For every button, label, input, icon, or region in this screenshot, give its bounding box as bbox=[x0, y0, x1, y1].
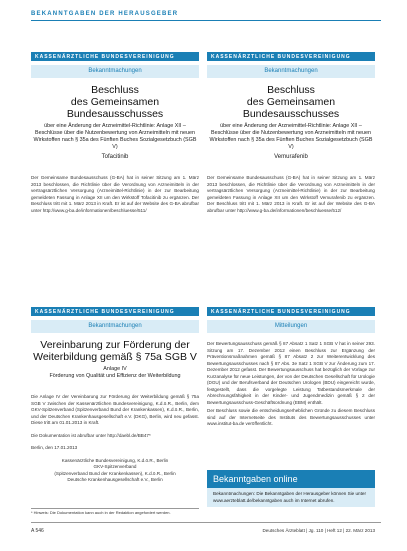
signatory-kbv: Kassenärztliche Bundesvereinigung, K.d.ö.R., Berlin bbox=[61, 457, 169, 463]
block-title-line2: Weiterbildung gemäß § 75a SGB V bbox=[33, 351, 197, 363]
block-description: Förderung von Qualität und Effizienz der Weiterbildung bbox=[49, 373, 181, 379]
block-title-line1: Beschluss bbox=[267, 84, 315, 96]
block-subheader: Bekanntmachungen bbox=[207, 65, 375, 78]
block-body: Der Bewertungsausschuss gemäß § 87 Absatz 1 Satz 1 SGB V hat in seiner 293. Sitzung am 17. Dezember 2012 einen Beschluss zur Ergänzung der Präventionsmaßnahmen gemäß § 87 Absatz 2 zur Weiterentwicklung des Bewertungsausschusses nach § 87 Abs. 3e Satz 1 SGB V zur Änderung zum 17. Dezember 2012 gefasst. Der Bewertungsausschuss hat bezüglich der Vorlage zur Kurzanalyse für neue Leistungen, der von der Deutschen Gesellschaft für Urologie (DGU) und der Berufsverband der Deutschen Urologen (BDU) eingereicht wurde, festgestellt, dass die vorgelegte Leistung Tatbestandsmerkmale der Abrechnungsfähigkeit in der Kinder- und Jugendmedizin gemäß § 2 der Bewertungsausschuss-Geschäftsordnung (EBM) enthält. bbox=[207, 341, 375, 405]
block-body-2: Der Beschluss sowie die entscheidungserheblichen Gründe zu diesem Beschluss sind auf der Internetseite des Instituts des Bewertungsausschusses unter www.institut-ba.de veröffentlicht. bbox=[207, 408, 375, 426]
footer-rule bbox=[31, 522, 381, 523]
block-subheader: Bekanntmachungen bbox=[31, 320, 199, 333]
block-description: über eine Änderung der Arzneimittel-Richtlinie: Anlage XII – Beschlüsse über die Nutzenbewertung von Arzneimitteln mit neuen Wirkstoffen nach § 35a des Fünften Buches Sozialgesetzbuch (SGB V) bbox=[209, 123, 373, 150]
online-box bbox=[207, 470, 375, 507]
drug-name: Vemurafenib bbox=[274, 154, 308, 160]
block-header: KASSENÄRZTLICHE BUNDESVEREINIGUNG bbox=[207, 307, 375, 316]
block-body: Der Gemeinsame Bundesausschuss (G-BA) hat in seiner Sitzung am 1. März 2013 beschlossen, die Richtlinie über die Verordnung von Arzneimitteln in der vertragsärztlichen Versorgung (Arzneimittel-Richtlinie) in der zur Bearbeitung gemeldeten Fassung in Anlage XII um den Wirkstoff Tofacitinib zu ergänzen. Der Beschluss tritt mit 1. März 2013 in Kraft. Er ist auf der Website des G-BA abrufbar unter http://www.g-ba.de/informationen/beschluesse/511/ bbox=[31, 175, 199, 213]
page-number: A 546 bbox=[31, 528, 44, 534]
journal-line: Deutsches Ärzteblatt | Jg. 110 | Heft 12 | 22. März 2013 bbox=[262, 528, 375, 533]
block-title-line2: des Gemeinsamen Bundesausschusses bbox=[66, 96, 164, 120]
footnote: * Hinweis: Die Dokumentation kann auch in der Redaktion angefordert werden. bbox=[31, 510, 171, 515]
signatory-gkv: GKV-Spitzenverband bbox=[93, 464, 137, 469]
block-vemurafenib bbox=[207, 52, 375, 214]
online-title: Bekanntgaben online bbox=[207, 470, 375, 488]
signatory-gkv-detail: (Spitzenverband Bund der Krankenkassen), K.d.ö.R., Berlin bbox=[54, 470, 176, 476]
block-header: KASSENÄRZTLICHE BUNDESVEREINIGUNG bbox=[207, 52, 375, 61]
section-title: BEKANNTGABEN DER HERAUSGEBER bbox=[31, 11, 179, 17]
online-body: Bekanntmachungen: Die Bekanntgaben der Herausgeber können Sie unter www.aerzteblatt.de/bekanntgaben auch im Internet abrufen. bbox=[207, 488, 375, 507]
block-title-line1: Vereinbarung zur Förderung der bbox=[40, 339, 190, 351]
block-body: Der Gemeinsame Bundesausschuss (G-BA) hat in seiner Sitzung am 1. März 2013 beschlossen, die Richtlinie über die Verordnung von Arzneimitteln in der vertragsärztlichen Versorgung (Arzneimittel-Richtlinie) in der zur Bearbeitung gemeldeten Fassung in Anlage XII um den Wirkstoff Vemurafenib zu ergänzen. Der Beschluss tritt mit 1. März 2013 in Kraft. Er ist auf der Website des G-BA abrufbar unter http://www.g-ba.de/informationen/beschluesse/512/ bbox=[207, 175, 375, 213]
block-weiterbildung bbox=[31, 307, 199, 484]
block-title-line2: des Gemeinsamen Bundesausschusses bbox=[242, 96, 340, 120]
block-header: KASSENÄRZTLICHE BUNDESVEREINIGUNG bbox=[31, 52, 199, 61]
anlage-label: Anlage IV bbox=[103, 366, 127, 372]
footnote-rule bbox=[31, 508, 199, 509]
date-line: Berlin, den 17.01.2013 bbox=[31, 445, 78, 450]
block-mitteilungen bbox=[207, 307, 375, 428]
block-subheader: Mitteilungen bbox=[207, 320, 375, 333]
signatory-dkg: Deutsche Krankenhausgesellschaft e.V., Berlin bbox=[67, 477, 163, 482]
block-tofacitinib bbox=[31, 52, 199, 214]
block-title-line1: Beschluss bbox=[91, 84, 139, 96]
block-header: KASSENÄRZTLICHE BUNDESVEREINIGUNG bbox=[31, 307, 199, 316]
documentation-link: Die Dokumentation ist abrufbar unter http://daebl.de/BB47* bbox=[31, 432, 151, 438]
drug-name: Tofacitinib bbox=[101, 154, 129, 160]
block-subheader: Bekanntmachungen bbox=[31, 65, 199, 78]
section-rule bbox=[31, 20, 381, 21]
block-description: über eine Änderung der Arzneimittel-Richtlinie: Anlage XII – Beschlüsse über die Nutzenbewertung von Arzneimitteln mit neuen Wirkstoffen nach § 35a des Fünften Buches Sozialgesetzbuch (SGB V) bbox=[33, 123, 197, 150]
block-body: Die Anlage IV der Vereinbarung zur Förderung der Weiterbildung gemäß § 75a SGB V zwischen der Kassenärztlichen Bundesvereinigung, K.d.ö.R., Berlin, dem GKV-Spitzenverband (Spitzenverband Bund der Krankenkassen), K.d.ö.R., Berlin, und der Deutschen Krankenhausgesellschaft e.V. (DKG), Berlin, wird neu gefasst. Diese tritt am 01.01.2013 in Kraft. bbox=[31, 394, 199, 425]
